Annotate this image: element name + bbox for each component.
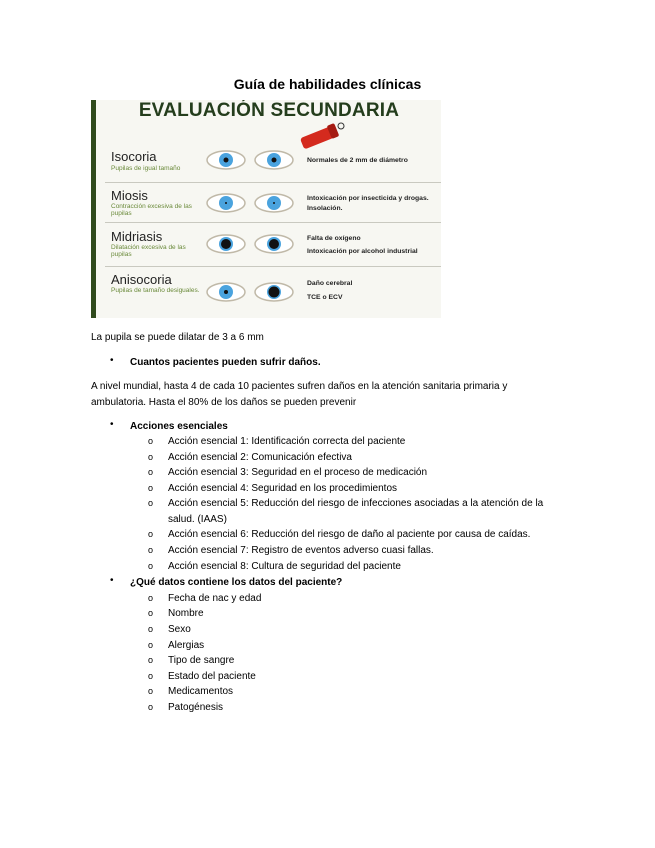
evaluacion-secundaria-figure [91, 100, 441, 318]
figure-title: EVALUACIÓN SECUNDARIA [138, 100, 400, 121]
sub-bullet-marker: o [148, 545, 154, 555]
sub-bullet-marker: o [148, 452, 154, 462]
row-midriasis-note-1: Falta de oxígeno [307, 235, 361, 242]
row-isocoria-name: Isocoria [111, 149, 157, 164]
patient-data-item: Fecha de nac y edad [168, 593, 262, 604]
row-miosis-subtitle: Contracción excesiva de las pupilas [111, 203, 192, 217]
row-miosis-note: Intoxicación por insecticida y drogas. Insolación. [307, 195, 429, 212]
isocoria-eyes-icon [207, 151, 293, 169]
bullet-marker: • [110, 355, 114, 366]
row-midriasis-name: Midriasis [111, 229, 163, 244]
patient-data-item: Alergias [168, 640, 205, 651]
anisocoria-eyes-icon [207, 283, 293, 301]
sub-bullet-marker: o [148, 483, 154, 493]
sub-bullet-marker: o [148, 702, 154, 712]
action-item: Acción esencial 4: Seguridad en los procedimientos [168, 483, 398, 494]
row-midriasis-note-2: Intoxicación por alcohol industrial [307, 248, 418, 255]
sub-bullet-marker: o [148, 608, 154, 618]
bullet-marker: • [110, 419, 114, 430]
page-title: Guía de habilidades clínicas [233, 76, 422, 92]
sub-bullet-marker: o [148, 498, 154, 508]
row-anisocoria-note-1: Daño cerebral [307, 280, 353, 287]
row-divider [105, 222, 441, 223]
sub-bullet-marker: o [148, 671, 154, 681]
patient-data-item: Sexo [168, 624, 191, 635]
paragraph-line-1: A nivel mundial, hasta 4 de cada 10 pacientes sufren daños en la atención sanitaria primaria y [91, 381, 508, 392]
miosis-eyes-icon [207, 194, 293, 212]
row-anisocoria-note-2: TCE o ECV [307, 294, 343, 301]
sub-bullet-marker: o [148, 467, 154, 477]
row-divider [105, 266, 441, 267]
row-divider [105, 182, 441, 183]
bullet-datos-paciente: ¿Qué datos contiene los datos del paciente? [130, 577, 343, 588]
pupil-note: La pupila se puede dilatar de 3 a 6 mm [91, 332, 264, 343]
row-midriasis-subtitle: Dilatación excesiva de las pupilas [111, 244, 186, 258]
sub-bullet-marker: o [148, 561, 154, 571]
action-item-continuation: salud. (IAAS) [168, 514, 227, 525]
patient-data-item: Medicamentos [168, 686, 234, 697]
midriasis-eyes-icon [207, 235, 293, 253]
sub-bullet-marker: o [148, 593, 154, 603]
sub-bullet-marker: o [148, 529, 154, 539]
patient-data-item: Estado del paciente [168, 671, 256, 682]
patient-data-item: Tipo de sangre [168, 655, 235, 666]
bullet-acciones-esenciales: Acciones esenciales [130, 421, 228, 432]
action-item: Acción esencial 3: Seguridad en el proceso de medicación [168, 467, 428, 478]
patient-data-item: Patogénesis [168, 702, 224, 713]
sub-bullet-marker: o [148, 655, 154, 665]
flashlight-icon [300, 123, 344, 150]
row-isocoria-note: Normales de 2 mm de diámetro [307, 157, 408, 164]
row-isocoria-subtitle: Pupilas de igual tamaño [111, 165, 181, 172]
sub-bullet-marker: o [148, 624, 154, 634]
action-item: Acción esencial 5: Reducción del riesgo de infecciones asociadas a la atención de la [168, 498, 544, 509]
action-item: Acción esencial 8: Cultura de seguridad del paciente [168, 561, 401, 572]
bullet-marker: • [110, 575, 114, 586]
sub-bullet-marker: o [148, 436, 154, 446]
row-anisocoria-subtitle: Pupilas de tamaño desiguales. [111, 287, 200, 294]
paragraph-line-2: ambulatoria. Hasta el 80% de los daños se pueden prevenir [91, 397, 357, 408]
action-item: Acción esencial 2: Comunicación efectiva [168, 452, 352, 463]
sub-bullet-marker: o [148, 640, 154, 650]
patient-data-item: Nombre [168, 608, 204, 619]
action-item: Acción esencial 7: Registro de eventos adverso cuasi fallas. [168, 545, 434, 556]
row-miosis-name: Miosis [111, 188, 148, 203]
row-anisocoria-name: Anisocoria [111, 272, 172, 287]
action-item: Acción esencial 1: Identificación correcta del paciente [168, 436, 406, 447]
sub-bullet-marker: o [148, 686, 154, 696]
action-item: Acción esencial 6: Reducción del riesgo de daño al paciente por causa de caídas. [168, 529, 531, 540]
bullet-question-harm: Cuantos pacientes pueden sufrir daños. [130, 357, 321, 368]
